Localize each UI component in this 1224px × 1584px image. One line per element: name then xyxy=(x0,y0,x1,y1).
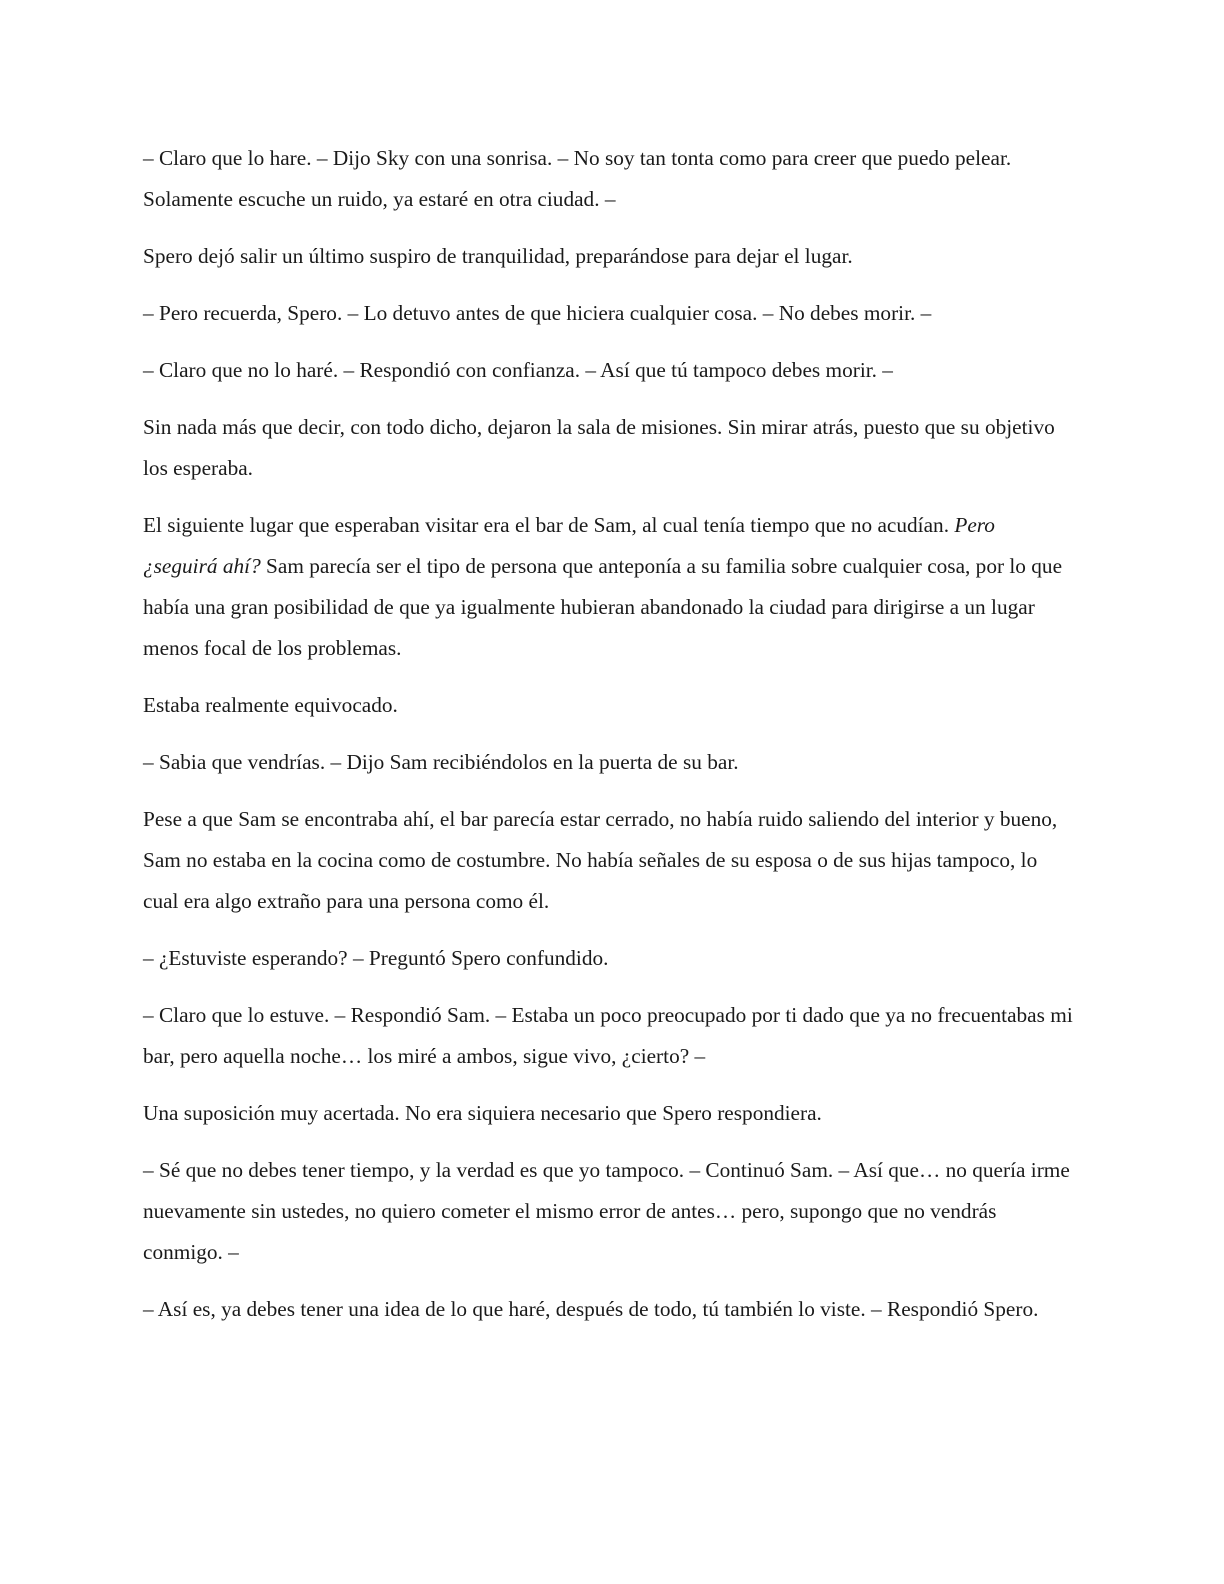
paragraph-text: Sam parecía ser el tipo de persona que anteponía a su familia sobre cualquier cosa, por lo que había una gran posibilidad de que ya igualmente hubieran abandonado la ciudad para dirigirse a un lugar menos focal de los problemas. xyxy=(143,554,1063,660)
paragraph: Sin nada más que decir, con todo dicho, dejaron la sala de misiones. Sin mirar atrás, puesto que su objetivo los esperaba. xyxy=(143,415,1055,480)
paragraph: Estaba realmente equivocado. xyxy=(143,693,398,717)
paragraph: – Pero recuerda, Spero. – Lo detuvo antes de que hiciera cualquier cosa. – No debes morir. – xyxy=(143,301,932,325)
paragraph: – Sé que no debes tener tiempo, y la verdad es que yo tampoco. – Continuó Sam. – Así que… no quería irme nuevamente sin ustedes, no quiero cometer el mismo error de antes… pero, supongo que no vendrás conmigo. – xyxy=(143,1158,1070,1264)
paragraph-text: El siguiente lugar que esperaban visitar era el bar de Sam, al cual tenía tiempo que no acudían. xyxy=(143,513,955,537)
paragraph: Pese a que Sam se encontraba ahí, el bar parecía estar cerrado, no había ruido saliendo del interior y bueno, Sam no estaba en la cocina como de costumbre. No había señales de su esposa o de sus hijas tampoco, lo cual era algo extraño para una persona como él. xyxy=(143,807,1058,913)
paragraph: – Claro que lo hare. – Dijo Sky con una sonrisa. – No soy tan tonta como para creer que puedo pelear. Solamente escuche un ruido, ya estaré en otra ciudad. – xyxy=(143,146,1012,211)
paragraph xyxy=(143,505,1073,669)
paragraph: – Sabia que vendrías. – Dijo Sam recibiéndolos en la puerta de su bar. xyxy=(143,750,739,774)
paragraph: Una suposición muy acertada. No era siquiera necesario que Spero respondiera. xyxy=(143,1101,822,1125)
paragraph: – Claro que lo estuve. – Respondió Sam. – Estaba un poco preocupado por ti dado que ya no frecuentabas mi bar, pero aquella noche… los miré a ambos, sigue vivo, ¿cierto? – xyxy=(143,1003,1073,1068)
document-page xyxy=(143,138,1073,1346)
paragraph: – ¿Estuviste esperando? – Preguntó Spero confundido. xyxy=(143,946,609,970)
paragraph: – Así es, ya debes tener una idea de lo que haré, después de todo, tú también lo viste. – Respondió Spero. xyxy=(143,1297,1039,1321)
italic-thought: Pero ¿seguirá ahí? xyxy=(143,513,995,578)
paragraph: Spero dejó salir un último suspiro de tranquilidad, preparándose para dejar el lugar. xyxy=(143,244,853,268)
paragraph: – Claro que no lo haré. – Respondió con confianza. – Así que tú tampoco debes morir. – xyxy=(143,358,893,382)
